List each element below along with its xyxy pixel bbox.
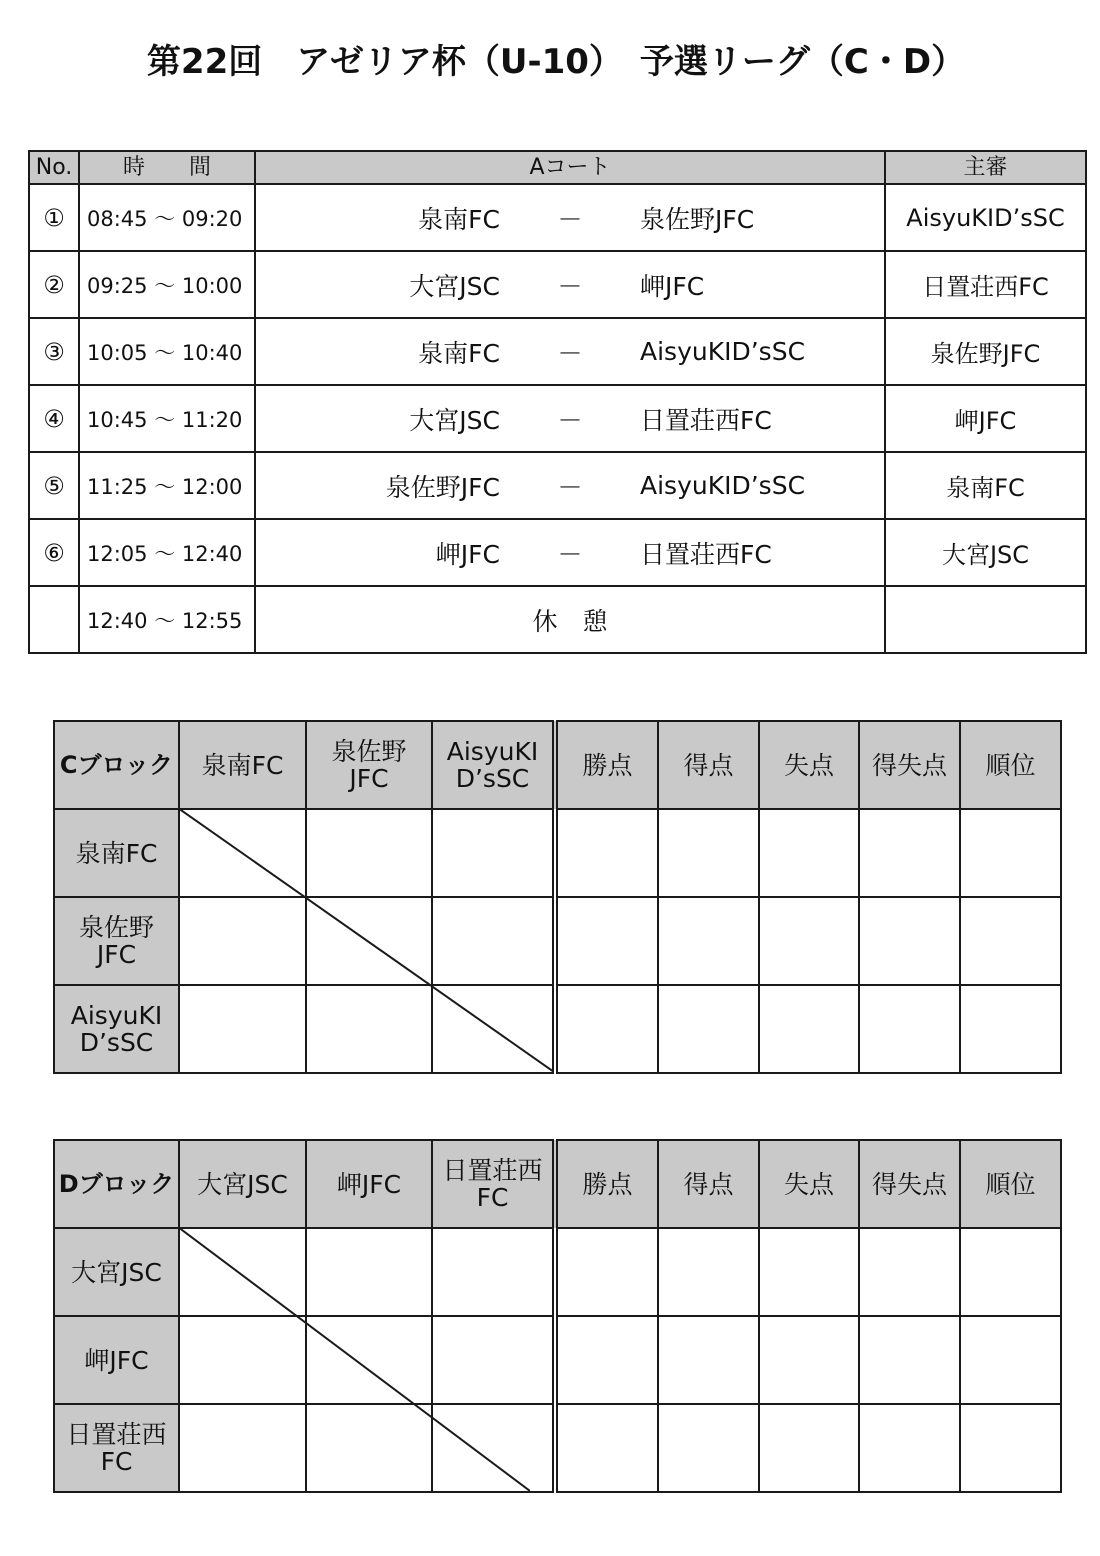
versus-dash: － xyxy=(557,271,583,301)
goal-difference-cell xyxy=(859,1404,960,1492)
match-teams xyxy=(255,318,885,385)
referee-empty xyxy=(885,586,1086,653)
versus-dash: － xyxy=(557,472,583,502)
goal-difference-header: 得失点 xyxy=(859,1140,960,1228)
block-header-row xyxy=(54,721,1061,809)
goal-difference-cell xyxy=(859,985,960,1073)
rank-cell xyxy=(960,1228,1061,1316)
home-team: 泉南FC xyxy=(418,204,500,234)
rank-cell xyxy=(960,1404,1061,1492)
goal-difference-cell xyxy=(859,1316,960,1404)
away-team: 日置荘西FC xyxy=(640,539,772,569)
goal-difference-cell xyxy=(859,897,960,985)
referee: 泉南FC xyxy=(885,452,1086,519)
team-column-header: 日置荘西 FC xyxy=(432,1140,555,1228)
goals-against-cell xyxy=(759,985,859,1073)
versus-dash: － xyxy=(557,405,583,435)
goals-for-header: 得点 xyxy=(658,1140,759,1228)
referee: 泉佐野JFC xyxy=(885,318,1086,385)
team-column-header: 泉南FC xyxy=(179,721,306,809)
goals-for-header: 得点 xyxy=(658,721,759,809)
referee: 大宮JSC xyxy=(885,519,1086,586)
match-number: ② xyxy=(29,251,79,318)
schedule-header-row xyxy=(29,151,1086,184)
diagonal-stroke xyxy=(178,808,554,1072)
goals-for-cell xyxy=(658,985,759,1073)
match-time: 08:45 ～ 09:20 xyxy=(79,184,255,251)
match-teams xyxy=(255,452,885,519)
rank-header: 順位 xyxy=(960,721,1061,809)
match-number: ④ xyxy=(29,385,79,452)
match-time: 10:45 ～ 11:20 xyxy=(79,385,255,452)
block-name: Dブロック xyxy=(54,1140,179,1228)
points-cell xyxy=(555,809,658,897)
home-team: 大宮JSC xyxy=(409,271,500,301)
away-team: 日置荘西FC xyxy=(640,405,772,435)
block-c-diagonal-line xyxy=(178,808,554,1072)
points-cell xyxy=(555,897,658,985)
goal-difference-header: 得失点 xyxy=(859,721,960,809)
points-cell xyxy=(555,985,658,1073)
match-time: 09:25 ～ 10:00 xyxy=(79,251,255,318)
goals-for-cell xyxy=(658,1228,759,1316)
header-court-a: Aコート xyxy=(255,151,885,184)
match-row xyxy=(29,519,1086,586)
rank-cell xyxy=(960,1316,1061,1404)
break-time: 12:40 ～ 12:55 xyxy=(79,586,255,653)
break-row xyxy=(29,586,1086,653)
goals-for-cell xyxy=(658,1316,759,1404)
match-number: ③ xyxy=(29,318,79,385)
match-row xyxy=(29,251,1086,318)
team-column-header: 泉佐野 JFC xyxy=(306,721,432,809)
away-team: 岬JFC xyxy=(640,271,705,301)
goals-for-cell xyxy=(658,809,759,897)
match-teams xyxy=(255,184,885,251)
versus-dash: － xyxy=(557,539,583,569)
match-schedule-table xyxy=(28,150,1087,654)
team-row-header: AisyuKI D’sSC xyxy=(54,985,179,1073)
match-number: ⑤ xyxy=(29,452,79,519)
block-header-row xyxy=(54,1140,1061,1228)
points-cell xyxy=(555,1316,658,1404)
match-row xyxy=(29,184,1086,251)
match-teams xyxy=(255,385,885,452)
match-time: 11:25 ～ 12:00 xyxy=(79,452,255,519)
match-row xyxy=(29,318,1086,385)
match-teams xyxy=(255,251,885,318)
rank-header: 順位 xyxy=(960,1140,1061,1228)
points-cell xyxy=(555,1404,658,1492)
points-cell xyxy=(555,1228,658,1316)
match-number-empty xyxy=(29,586,79,653)
goals-against-cell xyxy=(759,1316,859,1404)
away-team: AisyuKID’sSC xyxy=(640,337,806,366)
versus-dash: － xyxy=(557,204,583,234)
match-number: ① xyxy=(29,184,79,251)
team-column-header: 大宮JSC xyxy=(179,1140,306,1228)
team-row-header: 泉南FC xyxy=(54,809,179,897)
away-team: AisyuKID’sSC xyxy=(640,471,806,500)
team-row-header: 大宮JSC xyxy=(54,1228,179,1316)
points-header: 勝点 xyxy=(555,721,658,809)
goals-for-cell xyxy=(658,897,759,985)
team-row-header: 日置荘西 FC xyxy=(54,1404,179,1492)
match-time: 12:05 ～ 12:40 xyxy=(79,519,255,586)
home-team: 大宮JSC xyxy=(409,405,500,435)
goals-against-header: 失点 xyxy=(759,1140,859,1228)
goals-for-cell xyxy=(658,1404,759,1492)
header-no: No. xyxy=(29,151,79,184)
break-label: 休 憩 xyxy=(255,586,885,653)
versus-dash: － xyxy=(557,338,583,368)
rank-cell xyxy=(960,809,1061,897)
match-time: 10:05 ～ 10:40 xyxy=(79,318,255,385)
diagonal-stroke xyxy=(178,1227,530,1491)
block-d-diagonal-line xyxy=(178,1227,530,1491)
team-row-header: 泉佐野 JFC xyxy=(54,897,179,985)
rank-cell xyxy=(960,985,1061,1073)
home-team: 泉佐野JFC xyxy=(385,472,500,502)
referee: 岬JFC xyxy=(885,385,1086,452)
referee: AisyuKID’sSC xyxy=(885,184,1086,251)
team-column-header: 岬JFC xyxy=(306,1140,432,1228)
away-team: 泉佐野JFC xyxy=(640,204,755,234)
rank-cell xyxy=(960,897,1061,985)
goals-against-cell xyxy=(759,809,859,897)
match-number: ⑥ xyxy=(29,519,79,586)
team-row-header: 岬JFC xyxy=(54,1316,179,1404)
goals-against-cell xyxy=(759,1228,859,1316)
header-referee: 主審 xyxy=(885,151,1086,184)
home-team: 岬JFC xyxy=(435,539,500,569)
points-header: 勝点 xyxy=(555,1140,658,1228)
match-row xyxy=(29,452,1086,519)
home-team: 泉南FC xyxy=(418,338,500,368)
goal-difference-cell xyxy=(859,1228,960,1316)
referee: 日置荘西FC xyxy=(885,251,1086,318)
match-teams xyxy=(255,519,885,586)
team-column-header: AisyuKI D’sSC xyxy=(432,721,555,809)
match-row xyxy=(29,385,1086,452)
header-time: 時 間 xyxy=(79,151,255,184)
goals-against-cell xyxy=(759,1404,859,1492)
block-name: Cブロック xyxy=(54,721,179,809)
page-title: 第22回 アゼリア杯（U-10） 予選リーグ（C・D） xyxy=(146,42,966,82)
goal-difference-cell xyxy=(859,809,960,897)
goals-against-header: 失点 xyxy=(759,721,859,809)
goals-against-cell xyxy=(759,897,859,985)
